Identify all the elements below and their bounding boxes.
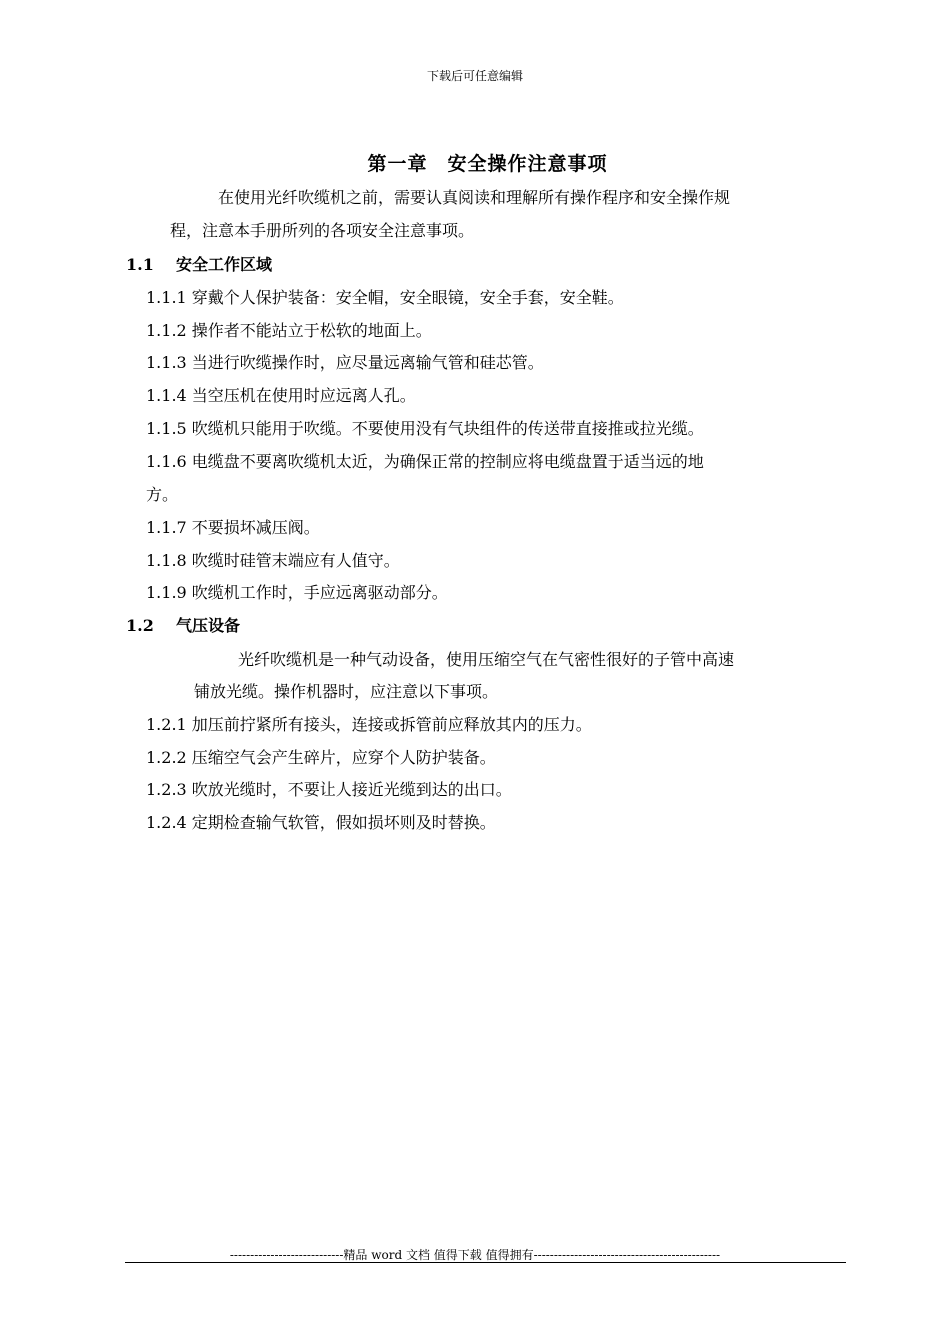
section-number: 1.1 — [126, 255, 154, 274]
section-intro-line-1: 光纤吹缆机是一种气动设备，使用压缩空气在气密性很好的子管中高速 — [238, 650, 735, 669]
list-item: 1.1.9 吹缆机工作时，手应远离驱动部分。 — [146, 583, 448, 602]
list-item: 1.2.3 吹放光缆时，不要让人接近光缆到达的出口。 — [146, 780, 512, 799]
list-item: 1.1.4 当空压机在使用时应远离人孔。 — [146, 386, 416, 405]
section-intro-line-2: 铺放光缆。操作机器时，应注意以下事项。 — [194, 682, 499, 701]
list-item-continuation: 方。 — [146, 485, 179, 504]
list-item: 1.1.3 当进行吹缆操作时，应尽量远离输气管和硅芯管。 — [146, 353, 544, 372]
section-title: 气压设备 — [176, 616, 241, 635]
list-item: 1.2.4 定期检查输气软管，假如损坏则及时替换。 — [146, 813, 496, 832]
list-item: 1.2.2 压缩空气会产生碎片，应穿个人防护装备。 — [146, 748, 496, 767]
header-note: 下载后可任意编辑 — [426, 69, 523, 83]
list-item: 1.1.2 操作者不能站立于松软的地面上。 — [146, 321, 432, 340]
list-item: 1.1.6 电缆盘不要离吹缆机太近，为确保正常的控制应将电缆盘置于适当远的地 — [146, 452, 704, 471]
intro-line-2: 程，注意本手册所列的各项安全注意事项。 — [170, 221, 475, 240]
list-item: 1.1.5 吹缆机只能用于吹缆。不要使用没有气块组件的传送带直接推或拉光缆。 — [146, 419, 704, 438]
list-item: 1.1.8 吹缆时硅管末端应有人值守。 — [146, 551, 400, 570]
footer-text: ----------------------------精品 word 文档 值得下载 值得拥有---------------------------------------------- — [229, 1248, 721, 1262]
intro-line-1: 在使用光纤吹缆机之前，需要认真阅读和理解所有操作程序和安全操作规 — [218, 188, 731, 207]
list-item: 1.2.1 加压前拧紧所有接头，连接或拆管前应释放其内的压力。 — [146, 715, 592, 734]
list-item: 1.1.1 穿戴个人保护装备：安全帽，安全眼镜，安全手套，安全鞋。 — [146, 288, 624, 307]
footer-divider — [125, 1262, 846, 1263]
section-title: 安全工作区域 — [176, 255, 273, 274]
chapter-title: 第一章 安全操作注意事项 — [367, 153, 608, 175]
section-heading-1-2 — [126, 616, 240, 636]
section-number: 1.2 — [126, 616, 154, 635]
section-heading-1-1 — [126, 255, 272, 275]
list-item: 1.1.7 不要损坏减压阀。 — [146, 518, 320, 537]
